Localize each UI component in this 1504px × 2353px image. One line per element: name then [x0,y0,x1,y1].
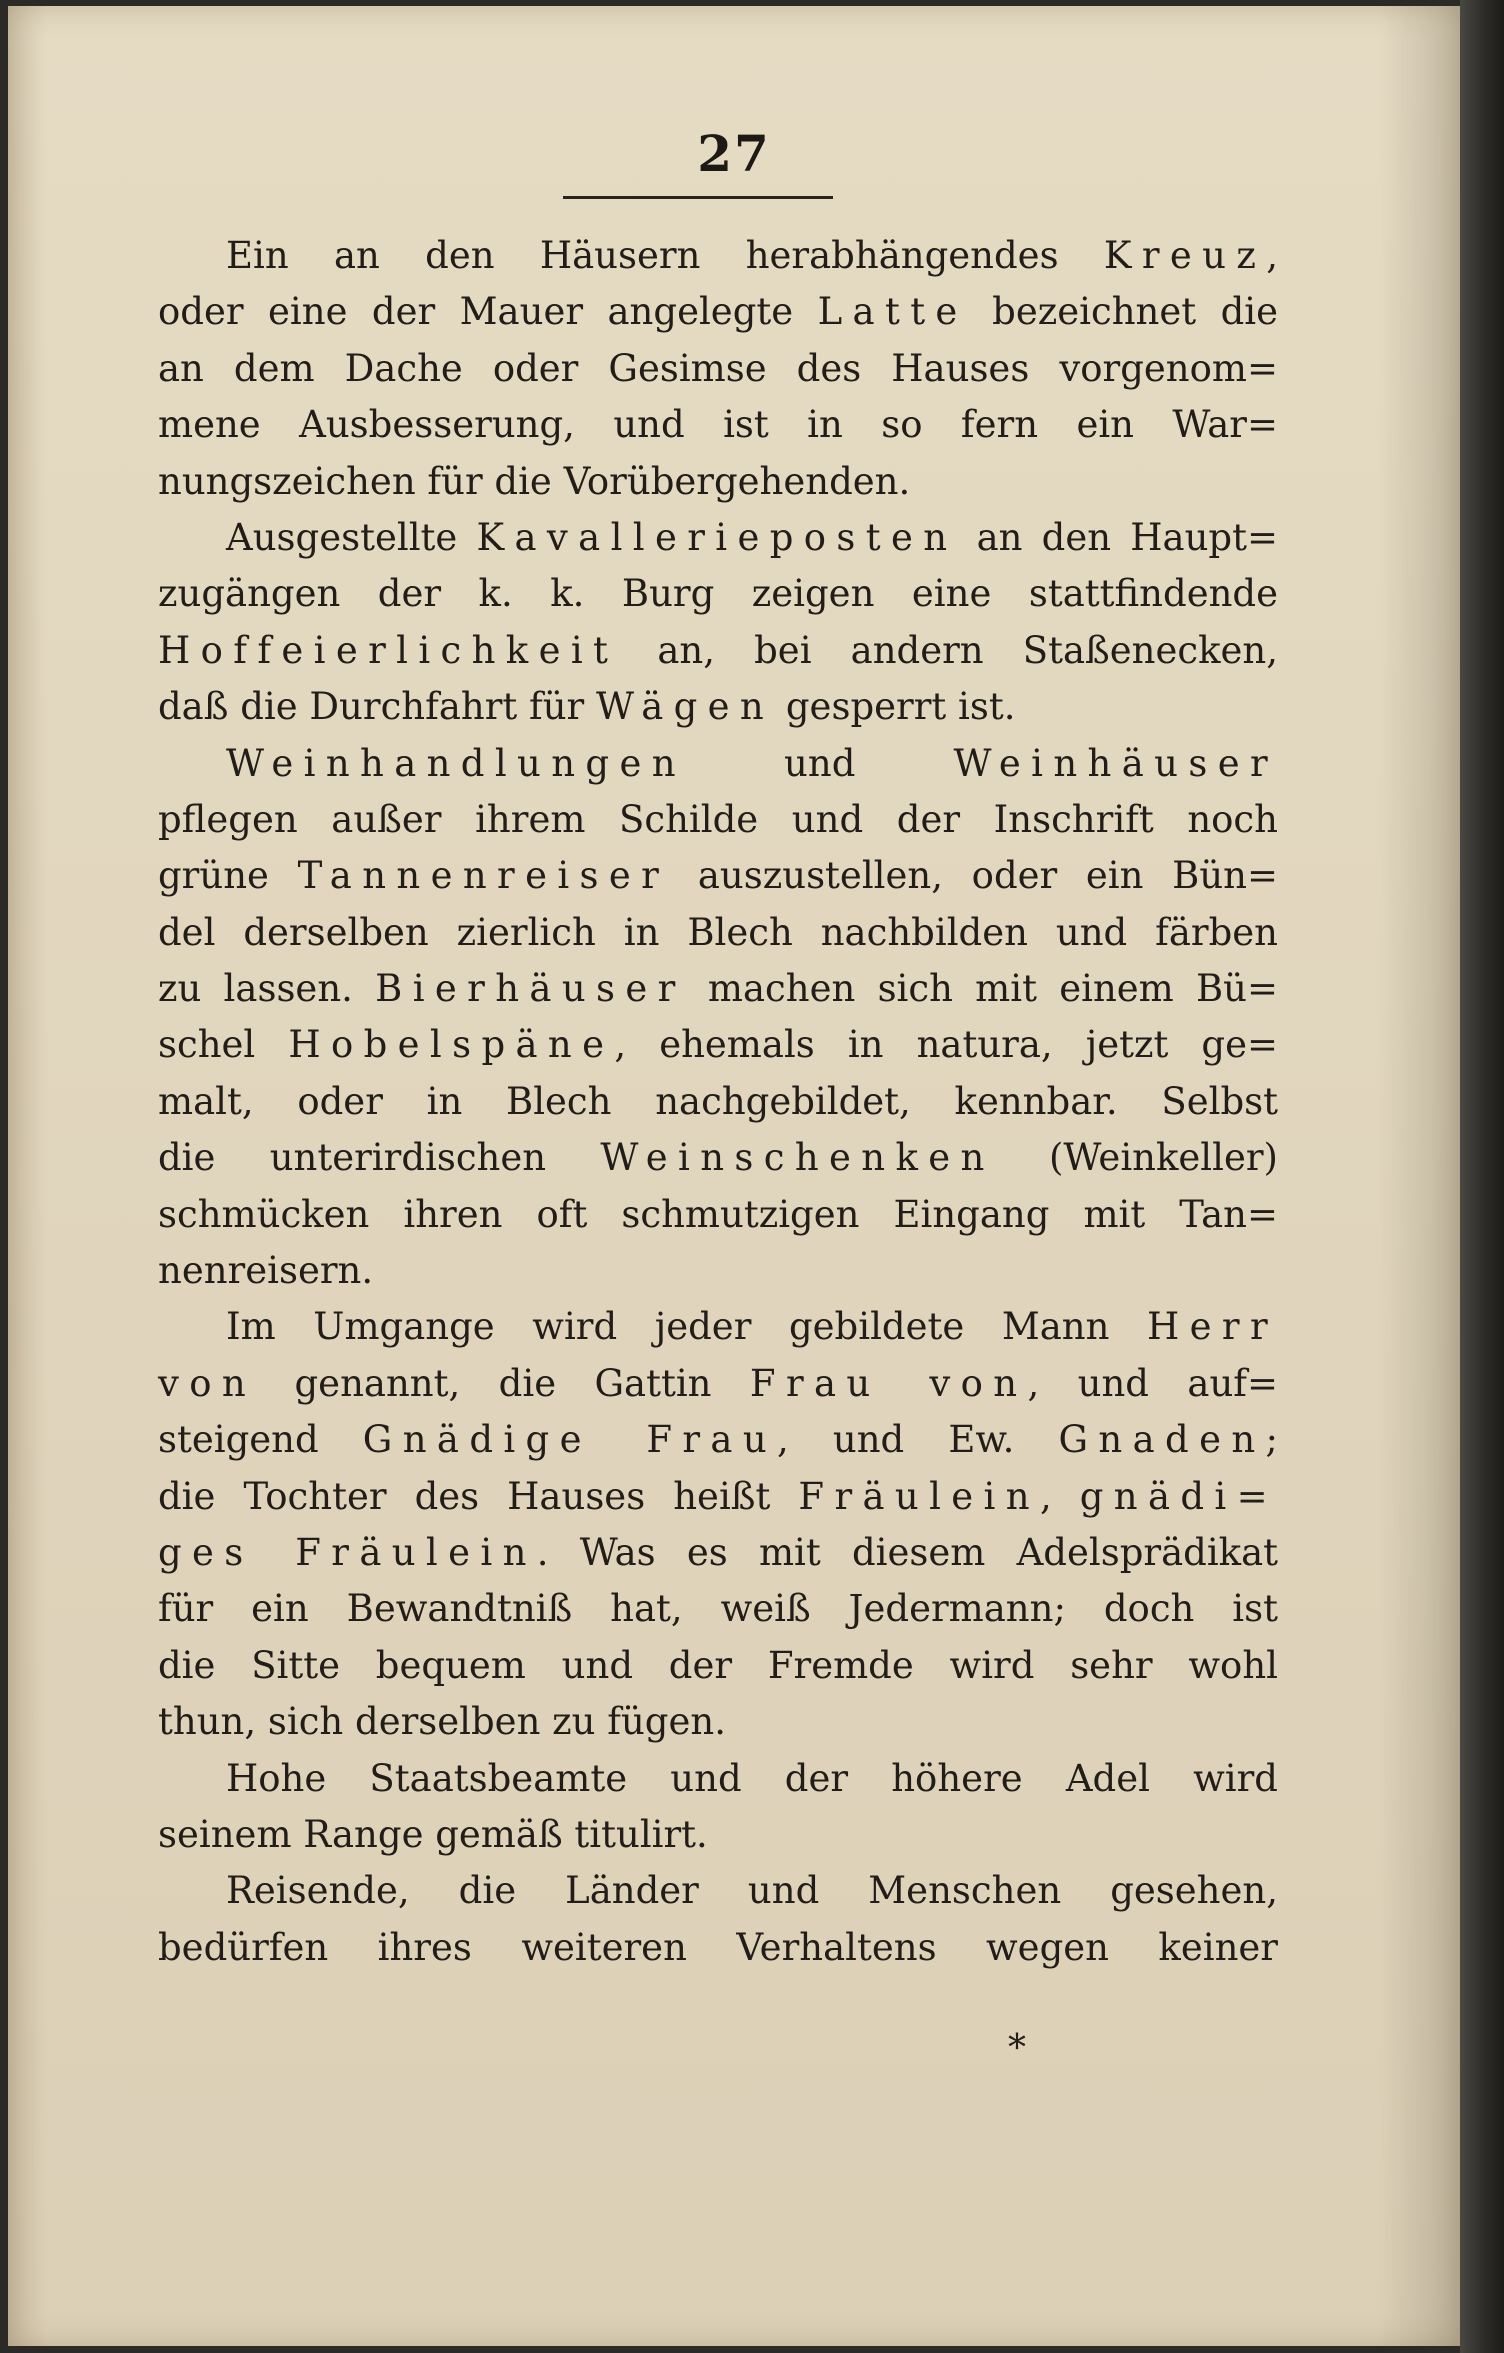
text-line [158,1130,1278,1186]
text-run: genannt, die Gattin [256,1361,750,1405]
text-run: pflegen außer ihrem Schilde und der Inschrift noch [158,797,1278,841]
text-run: zu lassen. [158,967,376,1011]
text-run: steigend [158,1418,363,1462]
text-run: . Was es mit diesem Adelsprädikat [536,1530,1279,1574]
spaced-emphasis: Weinhäuser [953,741,1278,785]
text-run: del derselben zierlich in Blech nachbilden und färben [158,910,1278,954]
spaced-emphasis: Kreuz [1103,234,1267,277]
text-run: daß die Durchfahrt für [158,685,597,729]
text-line [158,1017,1278,1073]
text-run: zugängen der k. k. Burg zeigen eine stattfindende [158,572,1278,616]
spaced-emphasis: Hoffeierlichkeit [158,628,619,672]
spaced-emphasis: von [158,1361,257,1405]
spaced-emphasis: Herr [1147,1305,1278,1349]
text-run: ; [1265,1418,1278,1462]
text-run: , [1266,234,1278,277]
text-line [158,1581,1278,1637]
text-run: oder eine der Mauer angelegte [158,290,818,334]
text-run: malt, oder in Blech nachgebildet, kennbar. Selbst [158,1079,1278,1123]
text-run: machen sich mit einem Bü= [685,967,1279,1011]
text-line [158,510,1278,566]
spaced-emphasis: Frau von [749,1361,1028,1405]
text-run: (Weinkeller) [994,1136,1278,1180]
text-line [158,341,1278,397]
text-line [158,623,1278,679]
text-run: mene Ausbesserung, und ist in so fern ein War= [158,403,1278,447]
page-number: 27 [697,124,771,183]
text-run: schel [158,1023,289,1067]
text-line [158,1356,1278,1412]
text-run: bedürfen ihres weiteren Verhaltens wegen keiner [158,1925,1278,1969]
text-run: , und auf= [1027,1361,1278,1405]
text-run: die unterirdischen [158,1136,601,1180]
body-text [158,228,1278,1976]
text-run: schmücken ihren oft schmutzigen Eingang mit Tan= [158,1192,1278,1236]
text-run: , [1039,1474,1080,1518]
text-line [158,1412,1278,1468]
text-run: gesperrt ist. [774,685,1016,729]
text-run: Hohe Staatsbeamte und der höhere Adel wird [226,1756,1278,1800]
signature-mark: * [1008,2028,1026,2069]
text-line [158,905,1278,961]
text-run: Ein an den Häusern herabhängendes [226,234,1104,277]
text-run: Reisende, die Länder und Menschen gesehen, [226,1869,1278,1913]
text-run: nungszeichen für die Vorübergehenden. [158,459,911,503]
text-line [158,1074,1278,1130]
spaced-emphasis: Fräulein [798,1474,1040,1518]
text-run: die Tochter des Hauses heißt [158,1474,799,1518]
text-line [158,566,1278,622]
text-run: , ehemals in natura, jetzt ge= [614,1023,1278,1067]
text-run: und [685,741,954,785]
text-run: die Sitte bequem und der Fremde wird sehr wohl [158,1643,1278,1687]
text-line [158,1525,1278,1581]
text-run: Ausgestellte [226,515,477,559]
spaced-emphasis: Kavallerieposten [476,515,958,559]
spaced-emphasis: Wägen [596,685,775,729]
spaced-emphasis: Hobelspäne [288,1023,615,1067]
text-line [158,397,1278,453]
text-line [158,284,1278,340]
book-spine-edge [1460,0,1504,2353]
text-run: , und Ew. [777,1418,1059,1462]
spaced-emphasis: Tannenreiser [297,854,670,898]
text-line [158,736,1278,792]
spaced-emphasis: Weinschenken [600,1136,995,1180]
text-line [158,1187,1278,1243]
text-line [158,228,1278,284]
spaced-emphasis: Weinhandlungen [226,741,686,785]
text-run: seinem Range gemäß titulirt. [158,1812,708,1856]
spaced-emphasis: ges Fräulein [158,1530,537,1574]
text-line [158,679,1278,735]
text-run: Im Umgange wird jeder gebildete Mann [226,1305,1148,1349]
text-line [158,792,1278,848]
text-run: nenreisern. [158,1249,374,1293]
text-run: an den Haupt= [957,515,1278,559]
text-line [158,1863,1278,1919]
text-line [158,1920,1278,1976]
text-run: für ein Bewandtniß hat, weiß Jedermann; doch ist [158,1587,1278,1631]
spaced-emphasis: Gnaden [1058,1418,1266,1462]
book-page [8,6,1460,2346]
text-run: thun, sich derselben zu fügen. [158,1700,726,1744]
text-line [158,1694,1278,1750]
text-line [158,1469,1278,1525]
header-rule [563,196,833,199]
text-line [158,1243,1278,1299]
text-run: an dem Dache oder Gesimse des Hauses vorgenom= [158,346,1278,390]
text-run: auszustellen, oder ein Bün= [669,854,1278,898]
text-line [158,1299,1278,1355]
text-run: an, bei andern Staßenecken, [618,628,1278,672]
text-line [158,1638,1278,1694]
text-line [158,1807,1278,1863]
text-line [158,961,1278,1017]
text-line [158,454,1278,510]
spaced-emphasis: Bierhäuser [375,967,686,1011]
text-run: bezeichnet die [967,290,1279,334]
text-line [158,848,1278,904]
spaced-emphasis: Gnädige Frau [362,1418,778,1462]
text-line [158,1751,1278,1807]
spaced-emphasis: gnädi= [1079,1474,1278,1518]
spaced-emphasis: Latte [817,290,968,334]
text-run: grüne [158,854,298,898]
